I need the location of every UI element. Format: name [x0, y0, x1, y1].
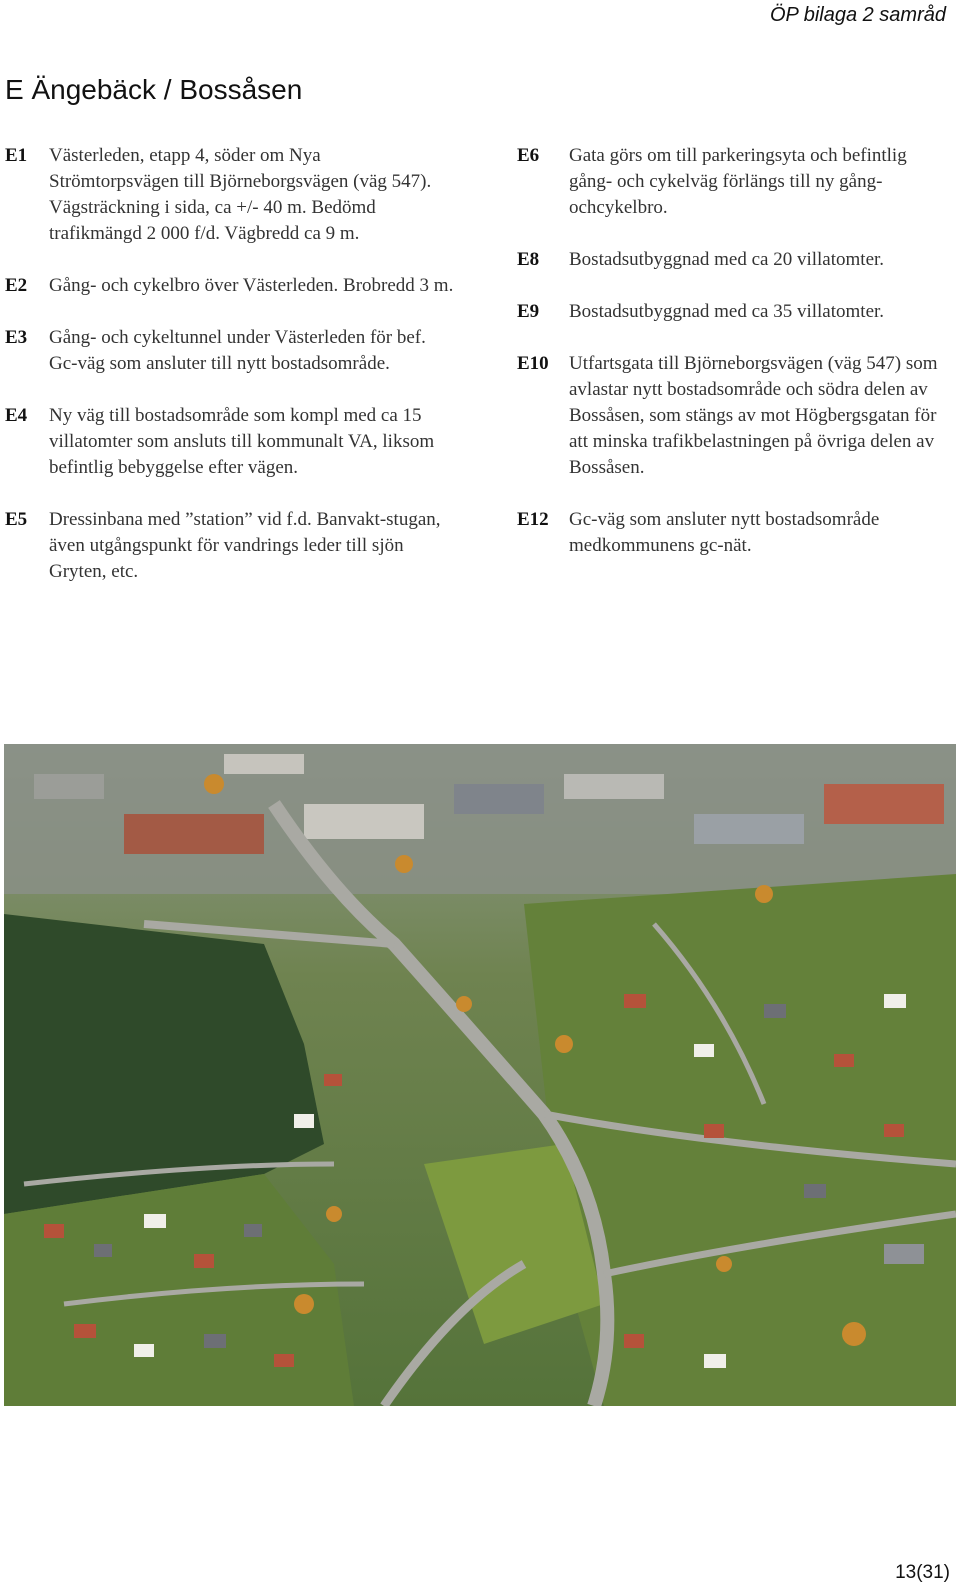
list-item [517, 507, 947, 559]
list-item [517, 299, 947, 325]
list-item [5, 507, 455, 585]
item-text: Gata görs om till parkeringsyta och befintlig gång- och cykelväg förlängs till ny gång- ochcykelbro. [569, 145, 907, 218]
item-text: Dressinbana med ”station” vid f.d. Banvakt-stugan, även utgångspunkt för vandrings leder till sjön Gryten, etc. [49, 509, 441, 582]
item-text: Gång- och cykelbro över Västerleden. Brobredd 3 m. [49, 275, 454, 296]
list-item [517, 143, 947, 221]
item-text: Gång- och cykeltunnel under Västerleden för bef. Gc-väg som ansluter till nytt bostadsområde. [49, 327, 426, 374]
aerial-photo [4, 744, 956, 1406]
list-item [5, 273, 455, 299]
list-item [5, 325, 455, 377]
item-code: E5 [5, 509, 28, 530]
item-code: E9 [517, 301, 540, 322]
item-text: Bostadsutbyggnad med ca 35 villatomter. [569, 301, 885, 322]
item-text: Gc-väg som ansluter nytt bostadsområde medkommunens gc-nät. [569, 509, 880, 556]
item-code: E8 [517, 249, 540, 270]
item-code: E6 [517, 145, 540, 166]
page-title: E Ängebäck / Bossåsen [5, 74, 303, 105]
item-code: E1 [5, 145, 28, 166]
aerial-photo-illustration [4, 744, 956, 1406]
item-code: E12 [517, 509, 549, 530]
list-item [517, 247, 947, 273]
list-item [5, 143, 455, 247]
list-item [517, 351, 947, 481]
item-text: Ny väg till bostadsområde som kompl med ca 15 villatomter som ansluts till kommunalt VA, liksom befintlig bebyggelse efter vägen. [49, 405, 435, 478]
document-header-label: ÖP bilaga 2 samråd [769, 4, 946, 26]
right-column [517, 143, 947, 585]
page-number: 13(31) [895, 1562, 950, 1583]
item-text: Västerleden, etapp 4, söder om Nya Strömtorpsvägen till Björneborgsvägen (väg 547). Vägsträckning i sida, ca +/- 40 m. Bedömd trafikmängd 2 000 f/d. Vägbredd ca 9 m. [49, 145, 432, 244]
item-code: E3 [5, 327, 28, 348]
item-text: Bostadsutbyggnad med ca 20 villatomter. [569, 249, 885, 270]
item-text: Utfartsgata till Björneborgsvägen (väg 547) som avlastar nytt bostadsområde och södra delen av Bossåsen, som stängs av mot Högbergsgatan för att minska trafikbelastningen på övriga delen av Bossåsen. [569, 353, 938, 478]
list-item [5, 403, 455, 481]
item-code: E10 [517, 353, 549, 374]
item-code: E2 [5, 275, 28, 296]
left-column [5, 143, 455, 611]
item-code: E4 [5, 405, 28, 426]
